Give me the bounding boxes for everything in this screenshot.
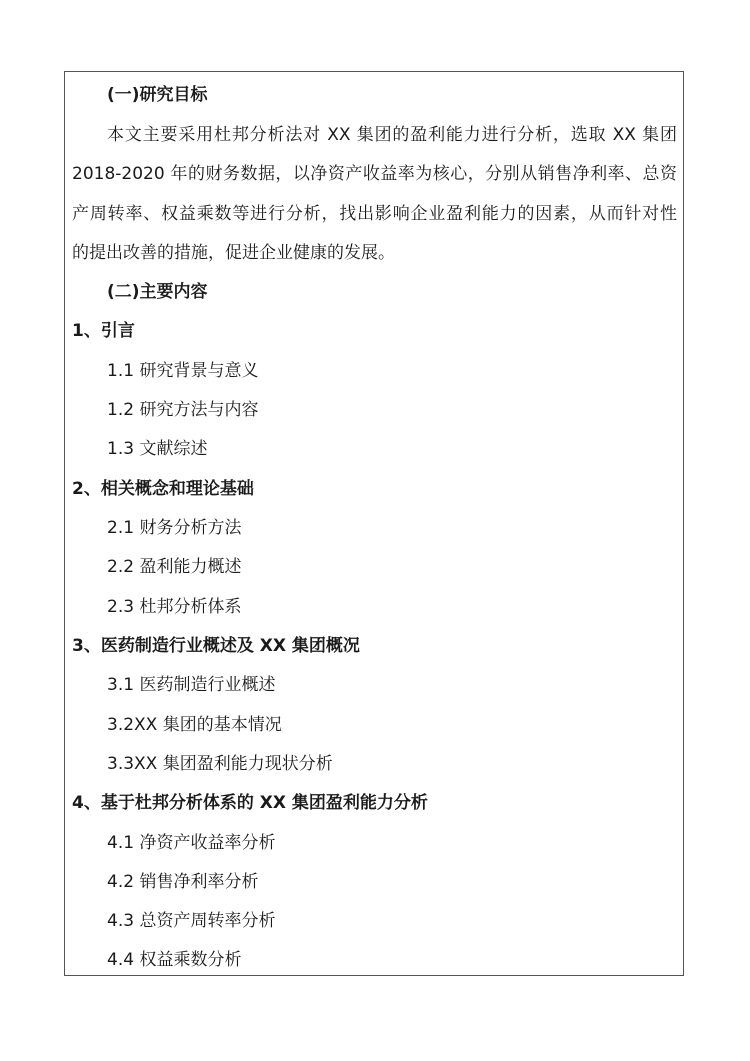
section-title-1: 1、引言 xyxy=(72,321,135,341)
toc-item-1-1: 1.1 研究背景与意义 xyxy=(107,361,259,381)
toc-item-4-3: 4.3 总资产周转率分析 xyxy=(107,911,276,931)
toc-item-3-2: 3.2XX 集团的基本情况 xyxy=(107,715,282,735)
toc-item-3-3: 3.3XX 集团盈利能力现状分析 xyxy=(107,754,333,774)
goal-paragraph-line-2: 2018-2020 年的财务数据，以净资产收益率为核心，分别从销售净利率、总资 xyxy=(72,164,677,184)
toc-item-2-2: 2.2 盈利能力概述 xyxy=(107,557,242,577)
toc-item-2-1: 2.1 财务分析方法 xyxy=(107,518,242,538)
content-table-cell xyxy=(64,71,684,976)
toc-item-1-3: 1.3 文献综述 xyxy=(107,439,208,459)
toc-item-4-2: 4.2 销售净利率分析 xyxy=(107,872,259,892)
content-heading: (二)主要内容 xyxy=(107,282,208,302)
goal-paragraph-line-3: 产周转率、权益乘数等进行分析，找出影响企业盈利能力的因素，从而针对性 xyxy=(72,204,677,224)
section-title-3: 3、医药制造行业概述及 XX 集团概况 xyxy=(72,636,360,656)
toc-item-2-3: 2.3 杜邦分析体系 xyxy=(107,597,242,617)
goal-heading: (一)研究目标 xyxy=(107,85,208,105)
goal-paragraph-line-1: 本文主要采用杜邦分析法对 XX 集团的盈利能力进行分析，选取 XX 集团 xyxy=(107,125,677,145)
section-title-4: 4、基于杜邦分析体系的 XX 集团盈利能力分析 xyxy=(72,793,428,813)
toc-item-4-4: 4.4 权益乘数分析 xyxy=(107,950,242,970)
toc-item-3-1: 3.1 医药制造行业概述 xyxy=(107,675,276,695)
section-title-2: 2、相关概念和理论基础 xyxy=(72,479,254,499)
toc-item-1-2: 1.2 研究方法与内容 xyxy=(107,400,259,420)
goal-paragraph-line-4: 的提出改善的措施，促进企业健康的发展。 xyxy=(72,243,395,263)
toc-item-4-1: 4.1 净资产收益率分析 xyxy=(107,833,276,853)
